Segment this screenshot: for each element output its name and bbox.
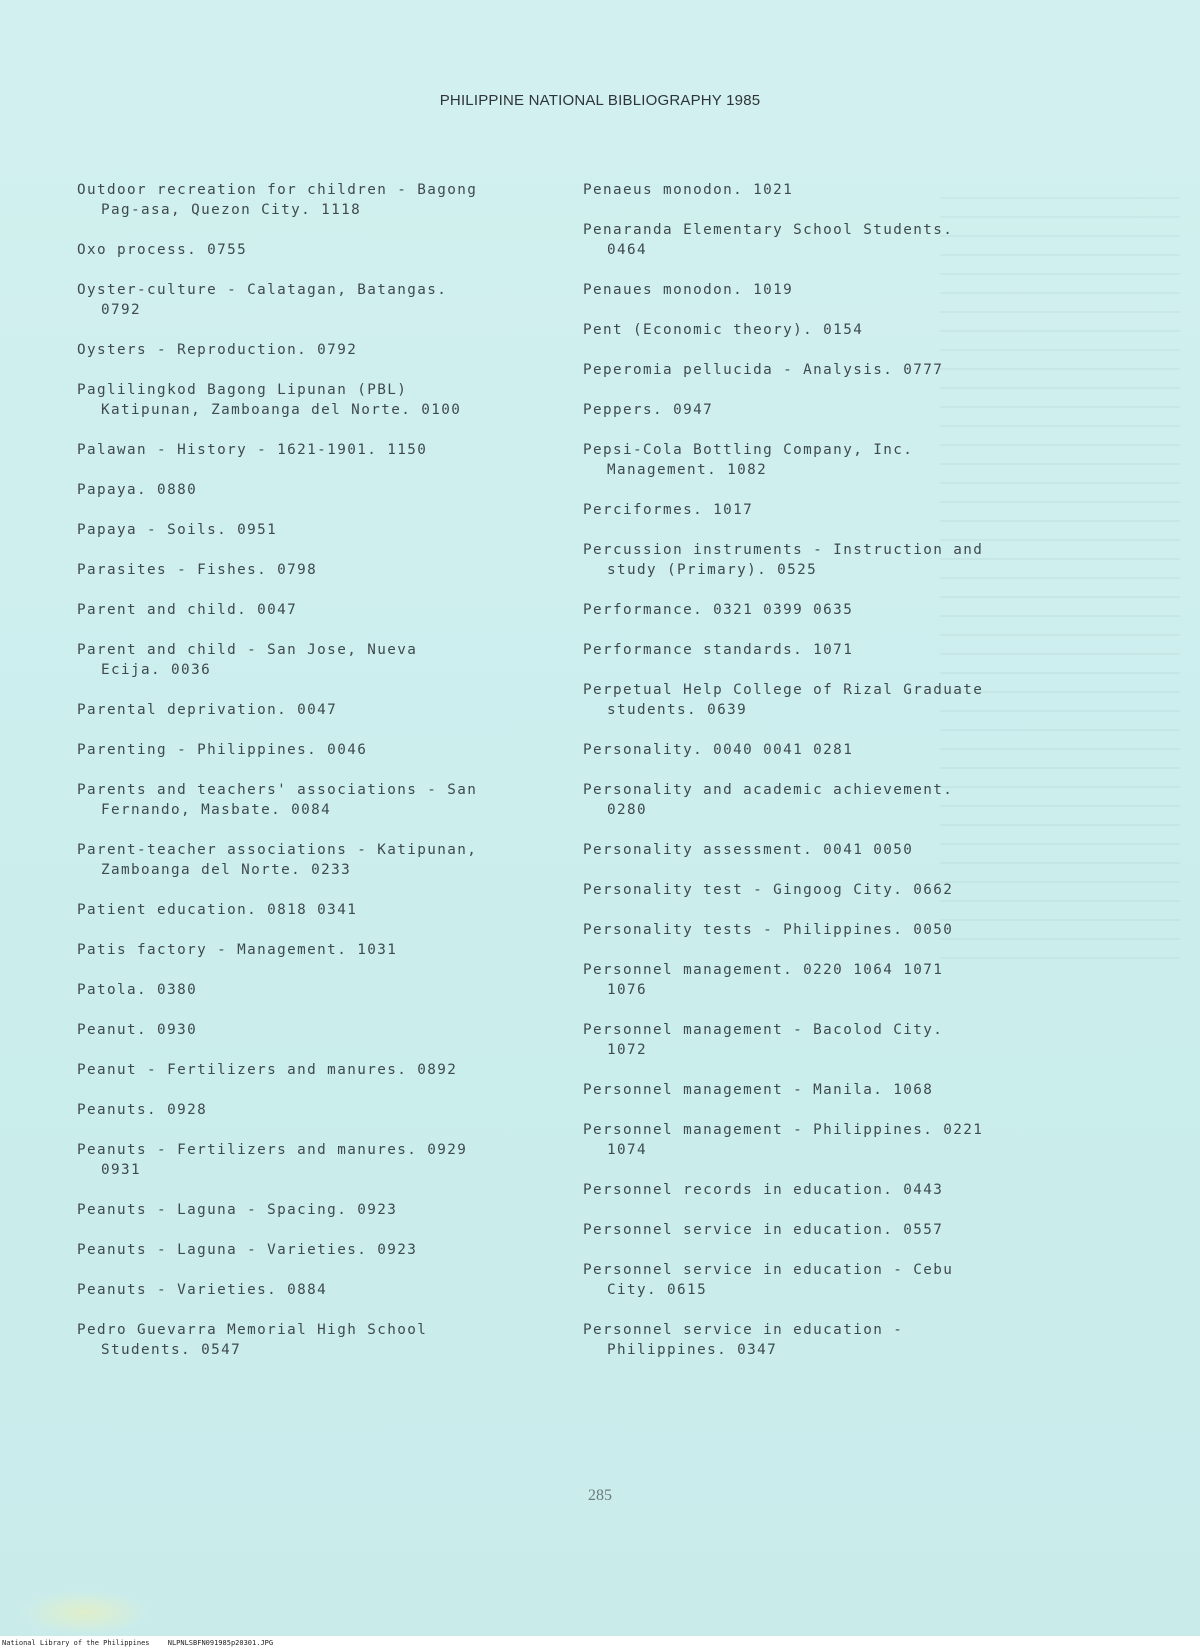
index-entry: Perpetual Help College of Rizal Graduate students. 0639	[583, 682, 984, 718]
index-entry: Peanuts - Laguna - Spacing. 0923	[77, 1202, 398, 1218]
index-entry: Personality test - Gingoog City. 0662	[583, 882, 954, 898]
index-entry: Personnel management - Bacolod City. 1072	[583, 1022, 944, 1058]
index-entry: Performance standards. 1071	[583, 642, 854, 658]
index-entry: Oxo process. 0755	[77, 242, 248, 258]
index-entry: Pedro Guevarra Memorial High School Students. 0547	[77, 1322, 428, 1358]
index-entry: Parenting - Philippines. 0046	[77, 742, 368, 758]
index-entry: Patient education. 0818 0341	[77, 902, 358, 918]
index-entry: Peanut. 0930	[77, 1022, 198, 1038]
page-number: 285	[588, 1487, 612, 1504]
index-entry: Peanut - Fertilizers and manures. 0892	[77, 1062, 458, 1078]
index-entry: Pent (Economic theory). 0154	[583, 322, 864, 338]
index-entry: Personnel service in education. 0557	[583, 1222, 944, 1238]
index-entry: Perciformes. 1017	[583, 502, 754, 518]
index-entry: Personality and academic achievement. 0280	[583, 782, 954, 818]
index-entry: Parents and teachers' associations - San Fernando, Masbate. 0084	[77, 782, 478, 818]
index-entry: Parent-teacher associations - Katipunan, Zamboanga del Norte. 0233	[77, 842, 478, 878]
index-entry: Personnel management. 0220 1064 1071 1076	[583, 962, 944, 998]
left-column	[77, 180, 547, 1380]
credit-file: NLPNLSBFN091985p20301.JPG	[167, 1639, 274, 1647]
index-entry: Parental deprivation. 0047	[77, 702, 338, 718]
index-entry: Papaya. 0880	[77, 482, 198, 498]
index-entry: Palawan - History - 1621-1901. 1150	[77, 442, 428, 458]
index-entry: Percussion instruments - Instruction and study (Primary). 0525	[583, 542, 984, 578]
index-entry: Peperomia pellucida - Analysis. 0777	[583, 362, 944, 378]
index-entry: Peanuts. 0928	[77, 1102, 208, 1118]
index-entry: Peanuts - Fertilizers and manures. 0929 0931	[77, 1142, 468, 1178]
index-entry: Oyster-culture - Calatagan, Batangas. 0792	[77, 282, 448, 318]
index-entry: Papaya - Soils. 0951	[77, 522, 278, 538]
credit-library: National Library of the Philippines	[2, 1639, 150, 1647]
index-entry: Personality assessment. 0041 0050	[583, 842, 914, 858]
index-entry: Personnel service in education - Cebu City. 0615	[583, 1262, 954, 1298]
index-entry: Paglilingkod Bagong Lipunan (PBL) Katipunan, Zamboanga del Norte. 0100	[77, 382, 462, 418]
index-entry: Patola. 0380	[77, 982, 198, 998]
index-entry: Oysters - Reproduction. 0792	[77, 342, 358, 358]
index-entry: Personnel records in education. 0443	[583, 1182, 944, 1198]
index-entry: Penaranda Elementary School Students. 0464	[583, 222, 954, 258]
right-column	[583, 180, 1083, 1380]
index-entry: Parasites - Fishes. 0798	[77, 562, 318, 578]
index-entry: Penaues monodon. 1019	[583, 282, 794, 298]
index-entry: Personnel management - Philippines. 0221 1074	[583, 1122, 984, 1158]
index-entry: Performance. 0321 0399 0635	[583, 602, 854, 618]
paper-stain	[20, 1590, 150, 1635]
scan-credit	[0, 1636, 1200, 1650]
index-entry: Personality. 0040 0041 0281	[583, 742, 854, 758]
index-entry: Patis factory - Management. 1031	[77, 942, 398, 958]
index-entry: Peanuts - Varieties. 0884	[77, 1282, 328, 1298]
index-entry: Outdoor recreation for children - Bagong Pag-asa, Quezon City. 1118	[77, 182, 478, 218]
index-entry: Parent and child - San Jose, Nueva Ecija. 0036	[77, 642, 418, 678]
index-entry: Pepsi-Cola Bottling Company, Inc. Management. 1082	[583, 442, 914, 478]
index-entry: Parent and child. 0047	[77, 602, 298, 618]
index-entry: Penaeus monodon. 1021	[583, 182, 794, 198]
index-entry: Peppers. 0947	[583, 402, 714, 418]
index-entry: Peanuts - Laguna - Varieties. 0923	[77, 1242, 418, 1258]
page-title: PHILIPPINE NATIONAL BIBLIOGRAPHY 1985	[439, 92, 761, 109]
index-entry: Personnel management - Manila. 1068	[583, 1082, 934, 1098]
index-entry: Personality tests - Philippines. 0050	[583, 922, 954, 938]
index-entry: Personnel service in education - Philippines. 0347	[583, 1322, 904, 1358]
